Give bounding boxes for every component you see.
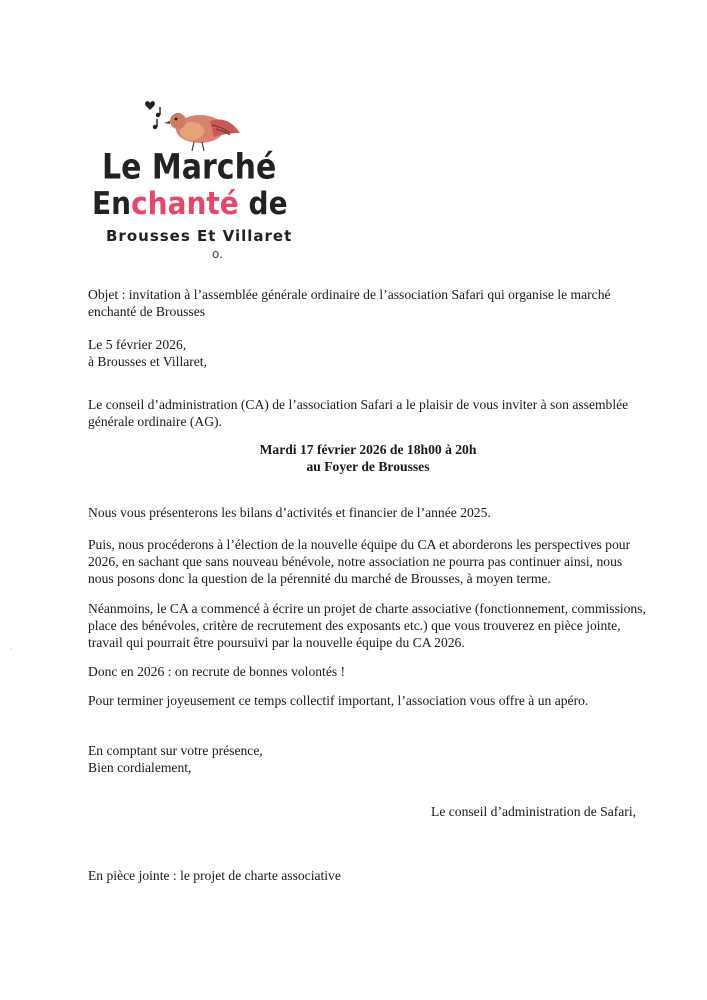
logo-line-3: Brousses Et Villaret: [106, 227, 293, 245]
logo-line-2-b: chanté: [131, 185, 239, 222]
attachment-note: En pièce jointe : le projet de charte associative: [88, 868, 341, 883]
date-line: Le 5 février 2026,: [88, 337, 187, 352]
signature: Le conseil d’administration de Safari,: [431, 804, 636, 819]
event-date: Mardi 17 février 2026 de 18h00 à 20h: [259, 442, 477, 457]
subject-line: Objet : invitation à l’assemblée générale ordinaire de l’association Safari qui organise le marché enchanté de Brousses: [88, 287, 611, 319]
paragraph-recrute: Donc en 2026 : on recrute de bonnes volontés !: [88, 664, 346, 679]
marche-enchante-logo: [92, 95, 293, 265]
event-place: au Foyer de Brousses: [306, 459, 430, 474]
paragraph-apero: Pour terminer joyeusement ce temps collectif important, l’association vous offre à un apéro.: [88, 693, 589, 708]
paragraph-bilans: Nous vous présenterons les bilans d’activités et financier de l’année 2025.: [88, 505, 491, 520]
closing-line-2: Bien cordialement,: [88, 760, 192, 775]
paragraph-election: Puis, nous procéderons à l’élection de la nouvelle équipe du CA et aborderons les perspectives pour 2026, en sachant que sans nouveau bénévole, notre association ne pourra pas continuer ainsi, nous nous posons donc la question de la pérennité du marché de Brousses, à moyen terme.: [88, 537, 631, 586]
scan-speck: ·: [10, 645, 13, 654]
paragraph-charte: Néanmoins, le CA a commencé à écrire un projet de charte associative (fonctionnement, commissions, place des bénévoles, critère de recrutement des exposants etc.) que vous trouverez en pièce jointe, travail qui pourrait être poursuivi par la nouvelle équipe du CA 2026.: [88, 601, 646, 650]
closing-line-1: En comptant sur votre présence,: [88, 743, 263, 758]
logo-dots: o.: [212, 247, 223, 261]
logo-line-1: Le Marché: [102, 147, 277, 188]
intro-paragraph: Le conseil d’administration (CA) de l’association Safari a le plaisir de vous inviter à son assemblée générale ordinaire (AG).: [88, 397, 629, 429]
logo-line-2: [92, 185, 288, 221]
logo-line-2-a: En: [92, 185, 132, 222]
logo-line-2-c: de: [238, 185, 288, 222]
place-line: à Brousses et Villaret,: [88, 354, 207, 369]
